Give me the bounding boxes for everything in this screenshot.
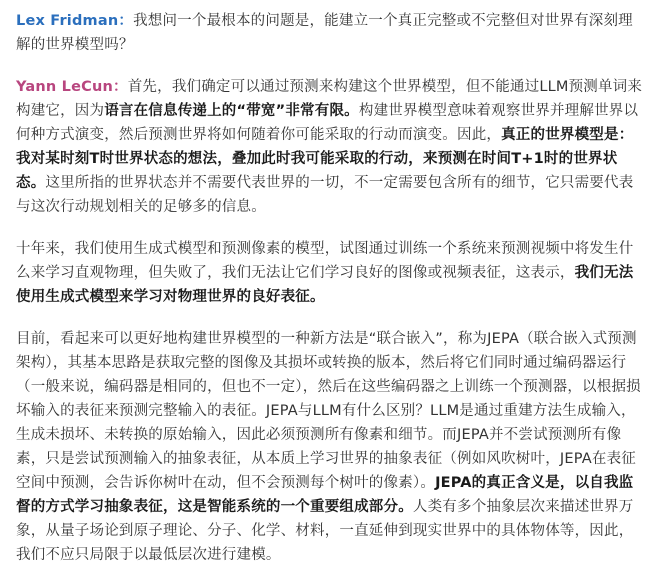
- para3-text-1: 目前，看起来可以更好地构建世界模型的一种新方法是“联合嵌入”，称为JEPA（联合嵌入式预测架构），其基本思路是获取完整的图像及其损坏或转换的版本，然后将它们同时通过编码器运行（一般来说，编码器是相同的，但也不一定），然后在这些编码器之上训练一个预测器，以根据损坏输入的表征来预测完整输入的表征。JEPA与LLM有什么区别？LLM是通过重建方法生成输入，生成未损坏、未转换的原始输入，因此必须预测所有像素和细节。而JEPA并不尝试预测所有像素，只是尝试预测输入的抽象表征，从本质上学习世界的抽象表征（例如风吹树叶，JEPA在表征空间中预测，会告诉你树叶在动，但不会预测每个树叶的像素）。: [16, 331, 641, 491]
- yann-text-3: 这里所指的世界状态并不需要代表世界的一切，不一定需要包含所有的细节，它只需要代表与这次行动规划相关的足够多的信息。: [16, 175, 634, 215]
- para3-text-2: 人类有多个抽象层次来描述世界万象，从量子场论到原子理论、分子、化学、材料，一直延伸到现实世界中的具体物体等，因此，我们不应只局限于以最低层次进行建模。: [16, 499, 634, 563]
- para2-text-1: 十年来，我们使用生成式模型和预测像素的模型，试图通过训练一个系统来预测视频中将发生什么来学习直观物理，但失败了，我们无法让它们学习良好的图像或视频表征，这表示，: [16, 241, 634, 281]
- para3-bold-1: JEPA的真正含义是，以自我监督的方式学习抽象表征，这是智能系统的一个重要组成部分。: [16, 475, 634, 515]
- paragraph-lex-question: [16, 9, 644, 57]
- yann-bold-1: 语言在信息传递上的“带宽”非常有限。: [104, 103, 359, 119]
- yann-text-2: 构建世界模型意味着观察世界并理解世界以何种方式演变，然后预测世界将如何随着你可能采取的行动而演变。因此，: [16, 103, 639, 143]
- speaker-lex-fridman: Lex Fridman：: [16, 13, 134, 29]
- yann-text-1: 首先，我们确定可以通过预测来构建这个世界模型，但不能通过LLM预测单词来构建它，因为: [16, 79, 643, 119]
- speaker-yann-lecun: Yann LeCun：: [16, 79, 128, 95]
- paragraph-yann-answer: [16, 75, 644, 219]
- lex-question-text: 我想问一个最根本的问题是，能建立一个真正完整或不完整但对世界有深刻理解的世界模型吗？: [16, 13, 633, 53]
- para2-bold-1: 我们无法使用生成式模型来学习对物理世界的良好表征。: [16, 265, 634, 305]
- paragraph-generative-models: [16, 237, 644, 309]
- yann-bold-2: 真正的世界模型是：我对某时刻T时世界状态的想法，叠加此时我可能采取的行动，来预测在时间T+1时的世界状态。: [16, 127, 634, 191]
- paragraph-jepa: [16, 327, 644, 567]
